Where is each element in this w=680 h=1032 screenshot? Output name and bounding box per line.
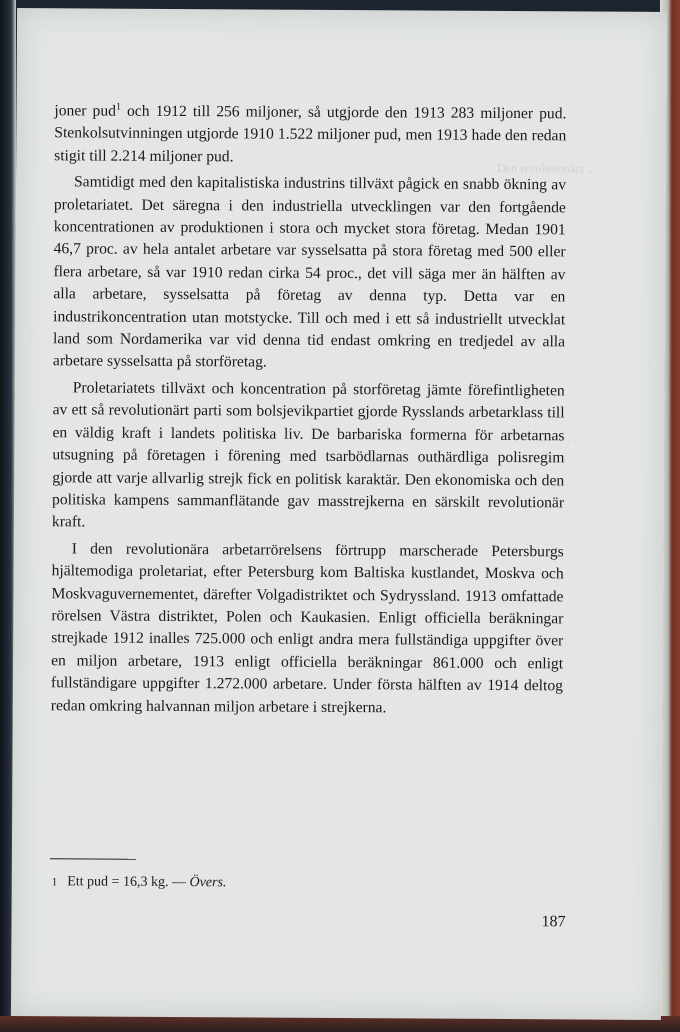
- paragraph-text: joner pud: [54, 102, 117, 120]
- book-page: [11, 8, 667, 1020]
- footnote-text: Ett pud = 16,3 kg. —: [67, 874, 187, 891]
- paragraph-4: I den revolutionära arbetarrörelsens förtrupp marscherade Petersburgs hjältemodiga proletariat, efter Petersburg kom Baltiska kustlandet, Moskva och Moskvaguvernementet, därefter Volgadistriktet och Sydryssland. 1913 omfattade rörelsen Västra distriktet, Polen och Kaukasien. Enligt officiella beräkningar strejkade 1912 inalles 725.000 och enligt andra mera fullständiga uppgifter över en miljon arbetare, 1913 enligt officiella beräkningar 861.000 och enligt fullständigare uppgifter 1.272.000 arbetare. Under första hälften av 1914 deltog redan omkring halvannan miljon arbetare i strejkerna.: [50, 540, 564, 716]
- paragraph-2: Samtidigt med den kapitalistiska industrins tillväxt pågick en snabb ökning av proletariatet. Det säregna i den industriella utvecklingen var den fortgående koncentrationen av produktionen i stora och mycket stora företag. Medan 1901 46,7 proc. av hela antalet arbetare var sysselsatta på stora företag med 500 eller flera arbetare, så var 1910 redan cirka 54 proc., det vill säga mer än hälften av alla arbetare, sysselsatta på företag av denna typ. Detta var en industrikoncentration utan motstycke. Till och med i ett så industriellt utvecklat land som Nordamerika var vid denna tid endast omkring en tredjedel av alla arbetare sysselsatta på storföretag.: [52, 173, 567, 372]
- paragraph-text: och 1912 till 256 miljoner, så utgjorde den 1913 283 miljoner pud. Stenkolsutvinningen utgjorde 1910 1.522 miljoner pud, men 1913 hade den redan stigit till 2.214 miljoner pud.: [54, 102, 567, 166]
- page-number: 187: [541, 913, 566, 931]
- body-text: [51, 100, 567, 720]
- footnote-translator-note: Övers.: [189, 875, 227, 891]
- footnote-reference: 1: [115, 101, 122, 113]
- footnote-divider: [50, 858, 136, 860]
- footnote: [52, 874, 552, 893]
- paragraph-3: Proletariatets tillväxt och koncentration på storföretag jämte förefintligheten av ett så revolutionärt parti som bolsjevikpartiet gjorde Rysslands arbetarklass till en väldig kraft i landets politiska liv. De barbariska formerna för arbetarnas utsugning på företagen i förening med tsarbödlarnas outhärdliga polisregim gjorde att varje allvarlig strejk fick en politisk karaktär. Den ekonomiska och den politiska kampens sammanflätande gav masstrejkerna en särskilt revolutionär kraft.: [51, 379, 565, 531]
- footnote-number: 1: [51, 876, 58, 889]
- bleed-through: . . . . .: [567, 431, 595, 446]
- bleed-through: Den revolutionära ...: [497, 160, 597, 176]
- paragraph-1: [54, 100, 566, 170]
